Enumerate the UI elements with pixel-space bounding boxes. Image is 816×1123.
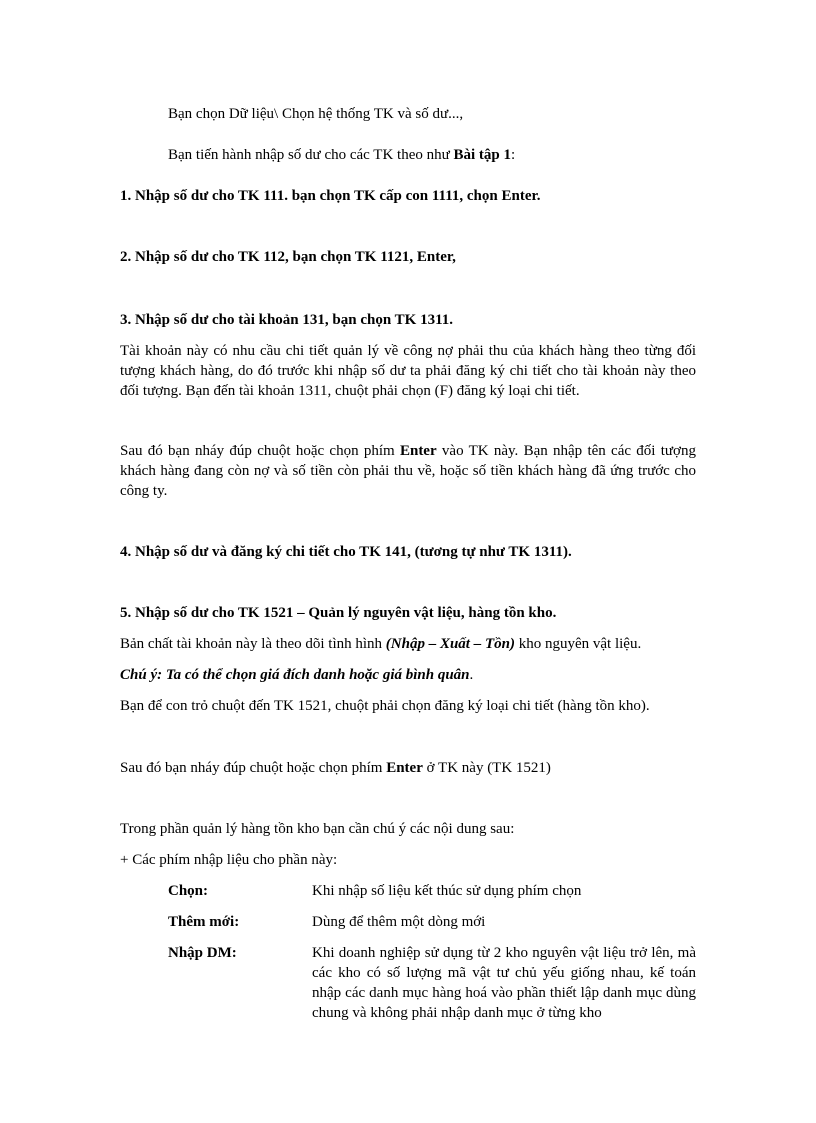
paragraph-3b bbox=[120, 441, 696, 501]
intro-line-2 bbox=[168, 146, 515, 164]
heading-3: 3. Nhập số dư cho tài khoản 131, bạn chọn TK 1311. bbox=[120, 312, 453, 328]
paragraph-5-text-1: Bản chất tài khoản này là theo dõi tình hình bbox=[120, 636, 386, 652]
paragraph-5c-text-2: ở TK này (TK 1521) bbox=[422, 760, 551, 776]
note-line bbox=[120, 666, 473, 684]
enter-key-ref: Enter bbox=[399, 443, 437, 459]
key-desc-chon: Khi nhập số liệu kết thúc sử dụng phím chọn bbox=[312, 883, 582, 899]
key-label-chon: Chọn: bbox=[168, 883, 209, 899]
paragraph-5c bbox=[120, 759, 551, 777]
paragraph-6: Trong phần quản lý hàng tồn kho bạn cần chú ý các nội dung sau: bbox=[120, 821, 515, 837]
note-period: . bbox=[469, 667, 474, 683]
heading-1: 1. Nhập số dư cho TK 111. bạn chọn TK cấp con 1111, chọn Enter. bbox=[120, 188, 541, 204]
heading-4: 4. Nhập số dư và đăng ký chi tiết cho TK 141, (tương tự như TK 1311). bbox=[120, 544, 572, 560]
paragraph-3b-text-1: Sau đó bạn nháy đúp chuột hoặc chọn phím bbox=[120, 443, 400, 459]
paragraph-5 bbox=[120, 635, 641, 653]
exercise-ref: Bài tập 1 bbox=[453, 147, 512, 163]
nxt-ref: (Nhập – Xuất – Tồn) bbox=[385, 636, 515, 652]
key-label-nhap-dm: Nhập DM: bbox=[168, 945, 237, 961]
intro-line-2-text: Bạn tiến hành nhập số dư cho các TK theo như bbox=[168, 147, 454, 163]
note-text: Chú ý: Ta có thể chọn giá đích danh hoặc giá bình quân bbox=[120, 667, 470, 683]
key-desc-them-moi: Dùng để thêm một dòng mới bbox=[312, 914, 486, 930]
key-label-them-moi: Thêm mới: bbox=[168, 914, 240, 930]
heading-2: 2. Nhập số dư cho TK 112, bạn chọn TK 1121, Enter, bbox=[120, 249, 456, 265]
paragraph-3: Tài khoản này có nhu cầu chi tiết quản lý về công nợ phải thu của khách hàng theo từng đối tượng khách hàng, do đó trước khi nhập số dư ta phải đăng ký chi tiết cho tài khoản này theo đối tượng. Bạn đến tài khoản 1311, chuột phải chọn (F) đăng ký loại chi tiết. bbox=[120, 343, 696, 399]
paragraph-5c-text-1: Sau đó bạn nháy đúp chuột hoặc chọn phím bbox=[120, 760, 387, 776]
heading-5: 5. Nhập số dư cho TK 1521 – Quản lý nguyên vật liệu, hàng tồn kho. bbox=[120, 605, 557, 621]
intro-line-2-colon: : bbox=[511, 147, 516, 163]
paragraph-5b: Bạn để con trỏ chuột đến TK 1521, chuột phải chọn đăng ký loại chi tiết (hàng tồn kho). bbox=[120, 698, 650, 714]
enter-key-ref-2: Enter bbox=[386, 760, 423, 776]
paragraph-3b-text-2: vào TK này. Bạn nhập tên các đối tượng khách hàng đang còn nợ và số tiền còn phải thu về, hoặc số tiền khách hàng đã ứng trước cho công ty. bbox=[120, 443, 696, 499]
paragraph-7: + Các phím nhập liệu cho phần này: bbox=[120, 852, 338, 868]
key-desc-nhap-dm: Khi doanh nghiệp sử dụng từ 2 kho nguyên vật liệu trở lên, mà các kho có số lượng mã vật tư chủ yếu giống nhau, kế toán nhập các danh mục hàng hoá vào phần thiết lập danh mục dùng chung và không phải nhập danh mục ở từng kho bbox=[312, 945, 696, 1021]
intro-line-1: Bạn chọn Dữ liệu\ Chọn hệ thống TK và số dư..., bbox=[168, 106, 464, 122]
paragraph-5-text-2: kho nguyên vật liệu. bbox=[514, 636, 642, 652]
